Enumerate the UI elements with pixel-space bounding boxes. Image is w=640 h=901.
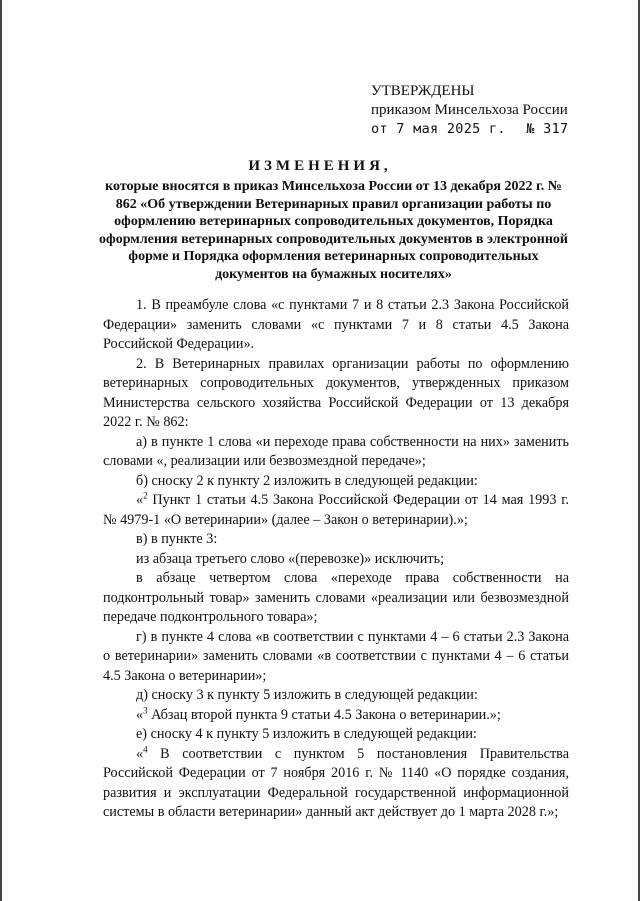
paragraph-6: в) в пункте 3: [136, 531, 218, 547]
paragraph-11 [103, 706, 569, 726]
paragraph-8: в абзаце четвертом слова «переходе права собственности на подконтрольный товар» заменить словами «реализации или безвозмездной передаче подконтрольного товара»; [103, 570, 569, 625]
number-value: 317 [543, 121, 569, 137]
paragraph-9: г) в пункте 4 слова «в соответствии с пунктами 4 – 6 статьи 2.3 Закона о ветеринарии» заменить словами «в соответствии с пунктами 4 – 6 статьи 4.5 Закона о ветеринарии»; [103, 628, 569, 684]
paragraph-10: д) сноску 3 к пункту 5 изложить в следующей редакции: [136, 687, 478, 703]
paragraph-13 [103, 745, 569, 823]
quote-open: « [136, 492, 144, 508]
paragraph-3: а) в пункте 1 слова «и переходе права собственности на них» заменить словами «, реализации или безвозмездной передаче»; [103, 433, 569, 469]
paragraph-11-text: Абзац второй пункта 9 статьи 4.5 Закона о ветеринарии.»; [147, 706, 501, 723]
footnote-mark: 4 [143, 743, 148, 754]
approval-date-line [371, 120, 568, 139]
paragraph-4: б) сноску 2 к пункту 2 изложить в следующей редакции: [136, 472, 478, 489]
approval-heading: УТВЕРЖДЕНЫ [371, 83, 475, 99]
paragraph-13-text: В соответствии с пунктом 5 постановления Правительства Российской Федерации от 7 ноября 2016 г. № 1140 «О порядке создания, развития и эксплуатации Федеральной государственной информационной системы в области ветеринарии» данный акт действует до 1 марта 2028 г.»; [103, 745, 569, 820]
quote-open: « [136, 745, 144, 762]
paragraph-12: е) сноску 4 к пункту 5 изложить в следующей редакции: [136, 726, 477, 742]
paragraph-5-text: Пункт 1 статьи 4.5 Закона Российской Федерации от 14 мая 1993 г. № 4979-1 «О ветеринарии» (далее – Закон о ветеринарии).»; [103, 492, 569, 528]
paragraph-2: 2. В Ветеринарных правилах организации работы по оформлению ветеринарных сопроводительных документов, утвержденных приказом Министерства сельского хозяйства Российской Федерации от 13 декабря 2022 г. № 862: [103, 355, 569, 430]
date-value: 7 мая 2025 г. [396, 121, 506, 137]
paragraph-7: из абзаца третьего слово «(перевозке)» исключить; [136, 550, 445, 567]
footnote-mark: 2 [143, 490, 148, 501]
document-body [103, 296, 569, 823]
footnote-mark: 3 [143, 704, 148, 715]
approval-stamp [371, 82, 568, 139]
date-prefix: от [371, 121, 388, 137]
document-title: ИЗМЕНЕНИЯ, [248, 158, 392, 174]
paragraph-1: 1. В преамбуле слова «с пунктами 7 и 8 статьи 2.3 Закона Российской Федерации» заменить словами «с пунктами 7 и 8 статьи 4.5 Закона Российской Федерации». [103, 297, 569, 352]
number-label: № [526, 121, 535, 137]
paragraph-5 [103, 491, 569, 530]
approval-order: приказом Минсельхоза России [371, 102, 568, 118]
scan-edge-left [0, 0, 2, 901]
quote-open: « [136, 706, 144, 723]
document-subtitle: которые вносятся в приказ Минсельхоза России от 13 декабря 2022 г. № 862 «Об утверждении Ветеринарных правил организации работы по оформлению ветеринарных сопроводительных документов, Порядка оформления ветеринарных сопроводительных документов в электронной форме и Порядка оформления ветеринарных сопроводительных документов на бумажных носителях» [99, 179, 568, 282]
